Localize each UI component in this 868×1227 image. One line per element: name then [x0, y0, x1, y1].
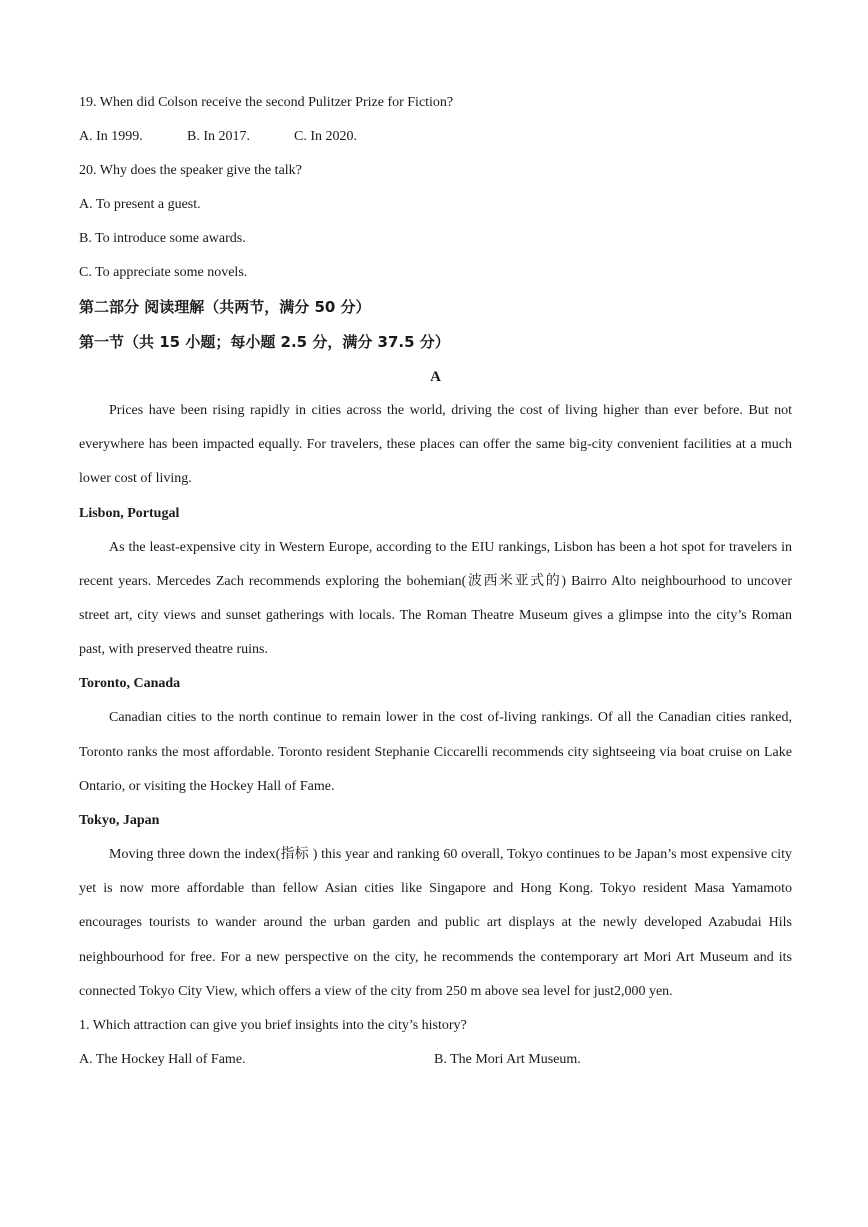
- question-1-option-a: A. The Hockey Hall of Fame.: [79, 1052, 246, 1068]
- question-20-stem: 20. Why does the speaker give the talk?: [79, 163, 302, 178]
- section-one-heading: 第一节（共 15 小题；每小题 2.5 分，满分 37.5 分）: [79, 333, 450, 351]
- city-paragraph-toronto: Canadian cities to the north continue to remain lower in the cost of-living rankings. Of all the Canadian cities ranked, Toronto ranks the most affordable. Toronto resident Stephanie Ciccarelli recommends city sightseeing via boat cruise on Lake Ontario, or visiting the Hockey Hall of Fame.: [79, 710, 792, 794]
- question-1-option-b: B. The Mori Art Museum.: [434, 1052, 581, 1068]
- passage-intro: Prices have been rising rapidly in cities across the world, driving the cost of living higher than ever before. But not everywhere has been impacted equally. For travelers, these places can offer the same big-city convenient facilities at a much lower cost of living.: [79, 403, 792, 487]
- question-20-option-a: A. To present a guest.: [79, 197, 201, 212]
- question-19-option-a: A. In 1999.: [79, 129, 143, 144]
- question-19-option-b: B. In 2017.: [187, 129, 250, 144]
- question-20-option-b: B. To introduce some awards.: [79, 231, 246, 246]
- passage-title: A: [430, 369, 441, 385]
- city-heading-tokyo: Tokyo, Japan: [79, 813, 160, 829]
- city-paragraph-lisbon: As the least-expensive city in Western Europe, according to the EIU rankings, Lisbon has been a hot spot for travelers in recent years. Mercedes Zach recommends exploring the bohemian(波西米亚式的) Bairro Alto neighbourhood to uncover street art, city views and sunset gatherings with locals. The Roman Theatre Museum gives a glimpse into the city’s Roman past, with preserved theatre ruins.: [79, 539, 792, 658]
- question-19-options: [79, 120, 792, 154]
- part-two-heading: 第二部分 阅读理解（共两节，满分 50 分）: [79, 298, 371, 316]
- question-19-stem: 19. When did Colson receive the second Pulitzer Prize for Fiction?: [79, 95, 454, 110]
- city-heading-lisbon: Lisbon, Portugal: [79, 505, 180, 521]
- question-19-option-c: C. In 2020.: [294, 129, 357, 144]
- question-1-options: [79, 1043, 792, 1077]
- exam-page: [79, 86, 792, 1077]
- question-20-option-c: C. To appreciate some novels.: [79, 265, 248, 280]
- city-heading-toronto: Toronto, Canada: [79, 676, 181, 692]
- city-paragraph-tokyo: Moving three down the index(指标 ) this year and ranking 60 overall, Tokyo continues to be Japan’s most expensive city yet is now more affordable than fellow Asian cities like Singapore and Hong Kong. Tokyo resident Masa Yamamoto encourages tourists to wander around the urban garden and public art displays at the newly developed Azabudai Hils neighbourhood for free. For a new perspective on the city, he recommends the contemporary art Mori Art Museum and its connected Tokyo City View, which offers a view of the city from 250 m above sea level for just2,000 yen.: [79, 847, 792, 999]
- question-1-stem: 1. Which attraction can give you brief insights into the city’s history?: [79, 1018, 467, 1034]
